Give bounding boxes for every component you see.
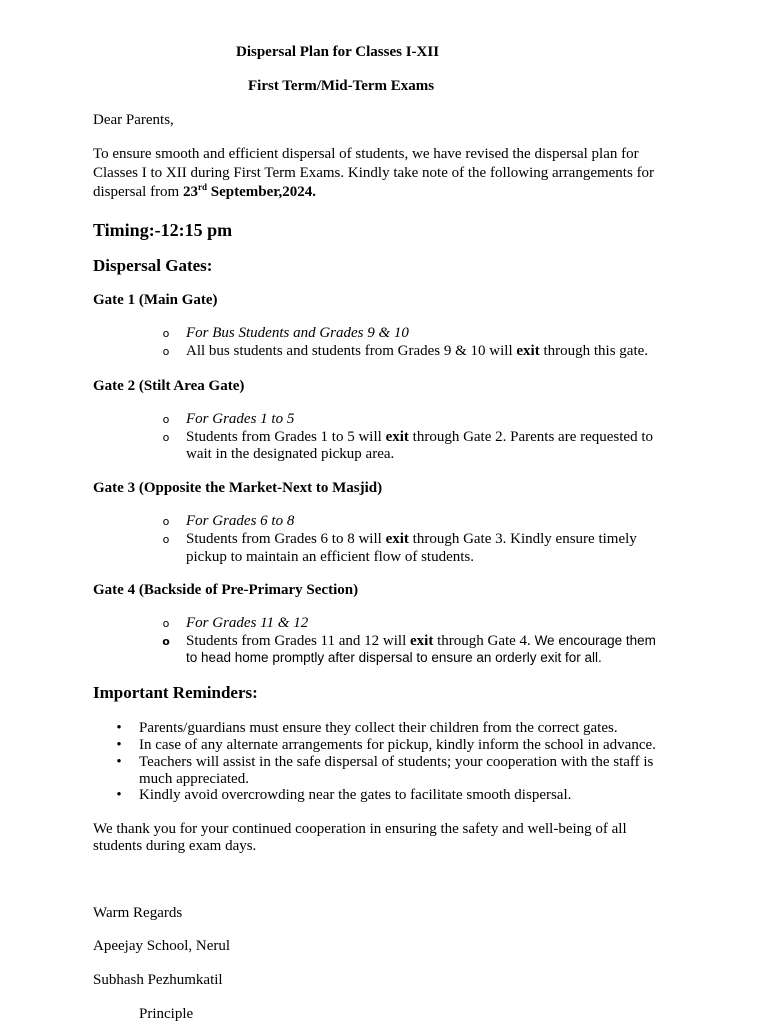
circle-bullet: o [162, 635, 170, 648]
intro-line-1: To ensure smooth and efficient dispersal of students, we have revised the dispersal plan for [93, 146, 639, 162]
closing-line-2: students during exam days. [93, 838, 257, 854]
closing-line-1: We thank you for your continued cooperation in ensuring the safety and well-being of all [93, 821, 627, 837]
intro-prefix: dispersal from [93, 184, 183, 200]
signoff-regards: Warm Regards [93, 905, 183, 921]
circle-bullet: o [162, 431, 170, 444]
disc-bullet: • [116, 737, 122, 753]
gate-4-description-cont: to head home promptly after dispersal to ensure an orderly exit for all. [186, 650, 602, 665]
disc-bullet: • [116, 787, 122, 803]
gate-1-title: Gate 1 (Main Gate) [93, 292, 218, 308]
timing-heading: Timing:-12:15 pm [93, 220, 233, 240]
gate-3-description-cont: pickup to maintain an efficient flow of students. [186, 549, 474, 565]
circle-bullet: o [162, 345, 170, 358]
gate-1-subtitle: For Bus Students and Grades 9 & 10 [186, 325, 409, 341]
reminder-1: Parents/guardians must ensure they collect their children from the correct gates. [139, 720, 618, 736]
gate-3-description: Students from Grades 6 to 8 will exit through Gate 3. Kindly ensure timely [186, 531, 637, 547]
gate-4-subtitle: For Grades 11 & 12 [186, 615, 309, 631]
gate-1-description: All bus students and students from Grades 9 & 10 will exit through this gate. [186, 343, 649, 359]
circle-bullet: o [162, 515, 170, 528]
reminder-2: In case of any alternate arrangements for pickup, kindly inform the school in advance. [139, 737, 656, 753]
gate-4-title: Gate 4 (Backside of Pre-Primary Section) [93, 582, 359, 598]
gates-heading: Dispersal Gates: [93, 256, 213, 275]
signoff-designation: Principle [139, 1006, 194, 1022]
gate-4-description: Students from Grades 11 and 12 will exit through Gate 4. We encourage them [186, 633, 656, 649]
circle-bullet: o [162, 327, 170, 340]
signoff-name: Subhash Pezhumkatil [93, 972, 223, 988]
gate-2-description-cont: wait in the designated pickup area. [186, 446, 395, 462]
reminder-3-cont: much appreciated. [139, 771, 249, 787]
circle-bullet: o [162, 413, 170, 426]
gate-3-title: Gate 3 (Opposite the Market-Next to Masjid) [93, 480, 383, 496]
greeting: Dear Parents, [93, 112, 174, 128]
gate-2-subtitle: For Grades 1 to 5 [186, 411, 295, 427]
circle-bullet: o [162, 533, 170, 546]
reminder-3: Teachers will assist in the safe dispersal of students; your cooperation with the staff is [139, 754, 654, 770]
intro-line-3 [93, 183, 316, 201]
effective-date: 23rd September,2024. [182, 182, 317, 200]
intro-line-2: Classes I to XII during First Term Exams. Kindly take note of the following arrangements for [93, 165, 655, 181]
signoff-school: Apeejay School, Nerul [93, 938, 231, 954]
reminders-heading: Important Reminders: [93, 683, 258, 702]
disc-bullet: • [116, 754, 122, 770]
document-title: Dispersal Plan for Classes I-XII [236, 44, 440, 60]
document-subtitle: First Term/Mid-Term Exams [248, 78, 435, 94]
reminder-4: Kindly avoid overcrowding near the gates to facilitate smooth dispersal. [139, 787, 572, 803]
gate-2-description: Students from Grades 1 to 5 will exit through Gate 2. Parents are requested to [186, 429, 653, 445]
disc-bullet: • [116, 720, 122, 736]
gate-3-subtitle: For Grades 6 to 8 [186, 513, 295, 529]
gate-2-title: Gate 2 (Stilt Area Gate) [93, 378, 245, 394]
circle-bullet: o [162, 617, 170, 630]
